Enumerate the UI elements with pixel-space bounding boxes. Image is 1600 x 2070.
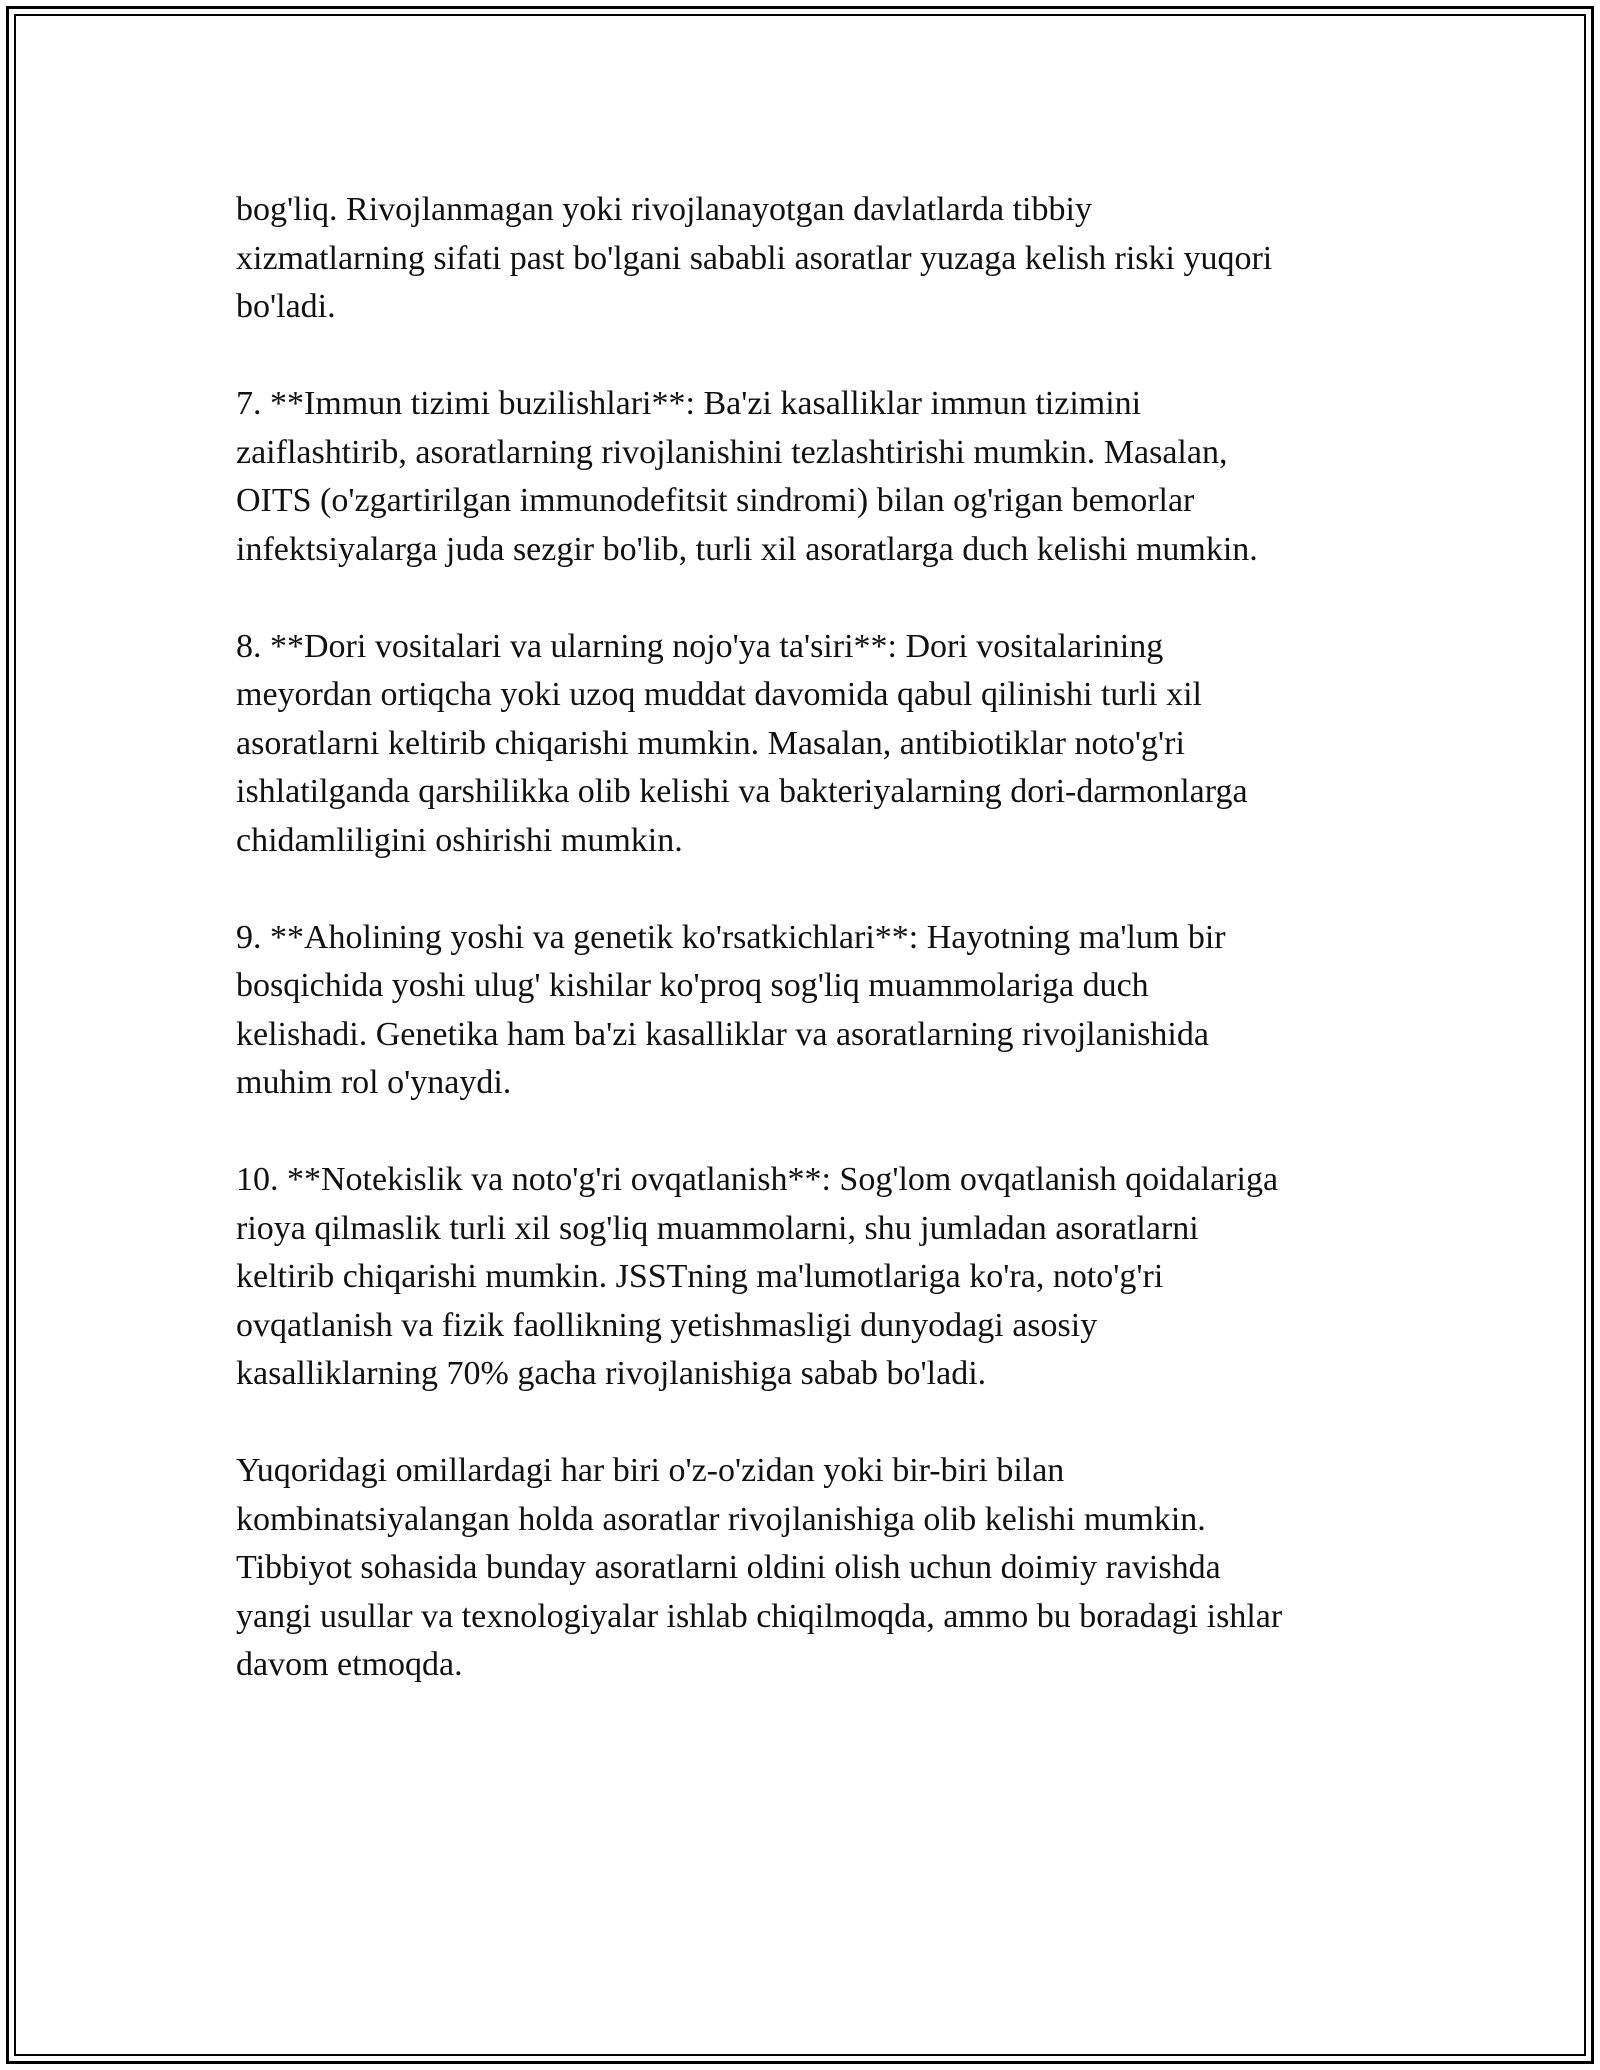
paragraph-item-9: 9. **Aholining yoshi va genetik ko'rsatkichlari**: Hayotning ma'lum bir bosqichida yoshi ulug' kishilar ko'proq sog'liq muammolariga duch kelishadi. Genetika ham ba'zi kasalliklar va asoratlarning rivojlanishida muhim rol o'ynaydi. [236,918,1226,1101]
paragraph-item-10: 10. **Notekislik va noto'g'ri ovqatlanish**: Sog'lom ovqatlanish qoidalariga rioya qilmaslik turli xil sog'liq muammolarni, shu jumladan asoratlarni keltirib chiqarishi mumkin. JSSTning ma'lumotlariga ko'ra, noto'g'ri ovqatlanish va fizik faollikning yetishmasligi dunyodagi asosiy kasalliklarning 70% gacha rivojlanishiga sabab bo'ladi. [236,1161,1279,1392]
paragraph-item-7: 7. **Immun tizimi buzilishlari**: Ba'zi kasalliklar immun tizimini zaiflashtirib, asoratlarning rivojlanishini tezlashtirishi mumkin. Masalan, OITS (o'zgartirilgan immunodefitsit sindromi) bilan og'rigan bemorlar infektsiyalarga juda sezgir bo'lib, turli xil asoratlarga duch kelishi mumkin. [236,385,1258,568]
paragraph-conclusion: Yuqoridagi omillardagi har biri o'z-o'zidan yoki bir-biri bilan kombinatsiyalangan holda asoratlar rivojlanishiga olib kelishi mumkin. Tibbiyot sohasida bunday asoratlarni oldini olish uchun doimiy ravishda yangi usullar va texnologiyalar ishlab chiqilmoqda, ammo bu boradagi ishlar davom etmoqda. [236,1452,1283,1683]
paragraph-item-8: 8. **Dori vositalari va ularning nojo'ya ta'siri**: Dori vositalarining meyordan ortiqcha yoki uzoq muddat davomida qabul qilinishi turli xil asoratlarni keltirib chiqarishi mumkin. Masalan, antibiotiklar noto'g'ri ishlatilganda qarshilikka olib kelishi va bakteriyalarning dori-darmonlarga chidamliligini oshirishi mumkin. [236,627,1248,859]
document-body [236,186,1376,1738]
paragraph-continuation: bog'liq. Rivojlanmagan yoki rivojlanayotgan davlatlarda tibbiy xizmatlarning sifati past bo'lgani sababli asoratlar yuzaga kelish riski yuqori bo'ladi. [236,191,1273,325]
